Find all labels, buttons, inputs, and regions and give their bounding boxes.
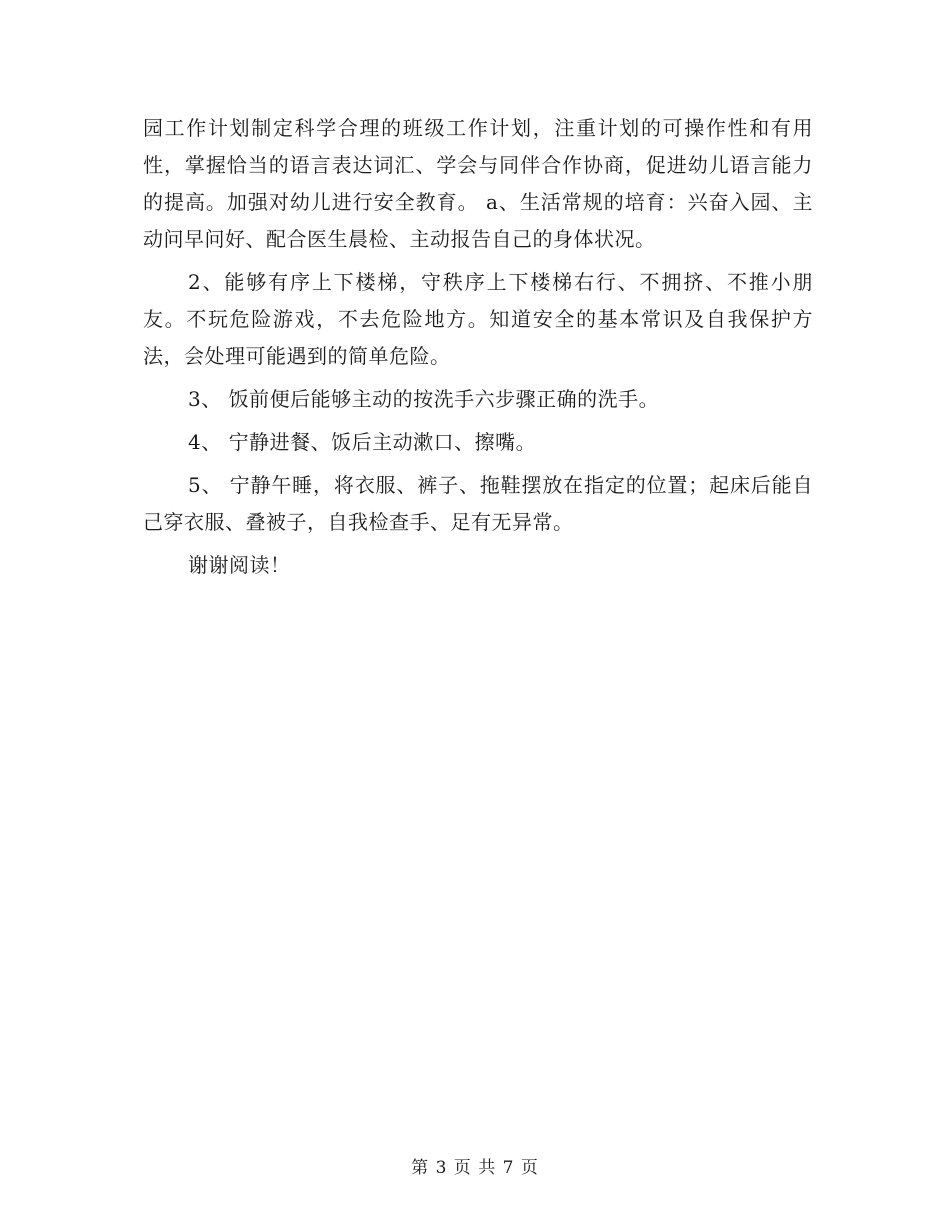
page-number-footer: 第 3 页 共 7 页	[411, 1158, 539, 1178]
document-body	[143, 110, 813, 590]
paragraph-4: 4、 宁静进餐、饭后主动漱口、擦嘴。	[188, 430, 537, 454]
closing-text: 谢谢阅读！	[188, 553, 291, 577]
paragraph-3: 3、 饭前便后能够主动的按洗手六步骤正确的洗手。	[188, 387, 660, 411]
paragraph-5: 5、 宁静午睡，将衣服、裤子、拖鞋摆放在指定的位置；起床后能自己穿衣服、叠被子，自我检查手、足有无异常。	[143, 473, 813, 534]
paragraph-2: 2、能够有序上下楼梯，守秩序上下楼梯右行、不拥挤、不推小朋友。不玩危险游戏，不去危险地方。知道安全的基本常识及自我保护方法，会处理可能遇到的简单危险。	[143, 270, 813, 368]
paragraph-1: 园工作计划制定科学合理的班级工作计划，注重计划的可操作性和有用性，掌握恰当的语言表达词汇、学会与同伴合作协商，促进幼儿语言能力的提高。加强对幼儿进行安全教育。 a、生活常规的培育：兴奋入园、主动问早问好、配合医生晨检、主动报告自己的身体状况。	[143, 116, 813, 251]
